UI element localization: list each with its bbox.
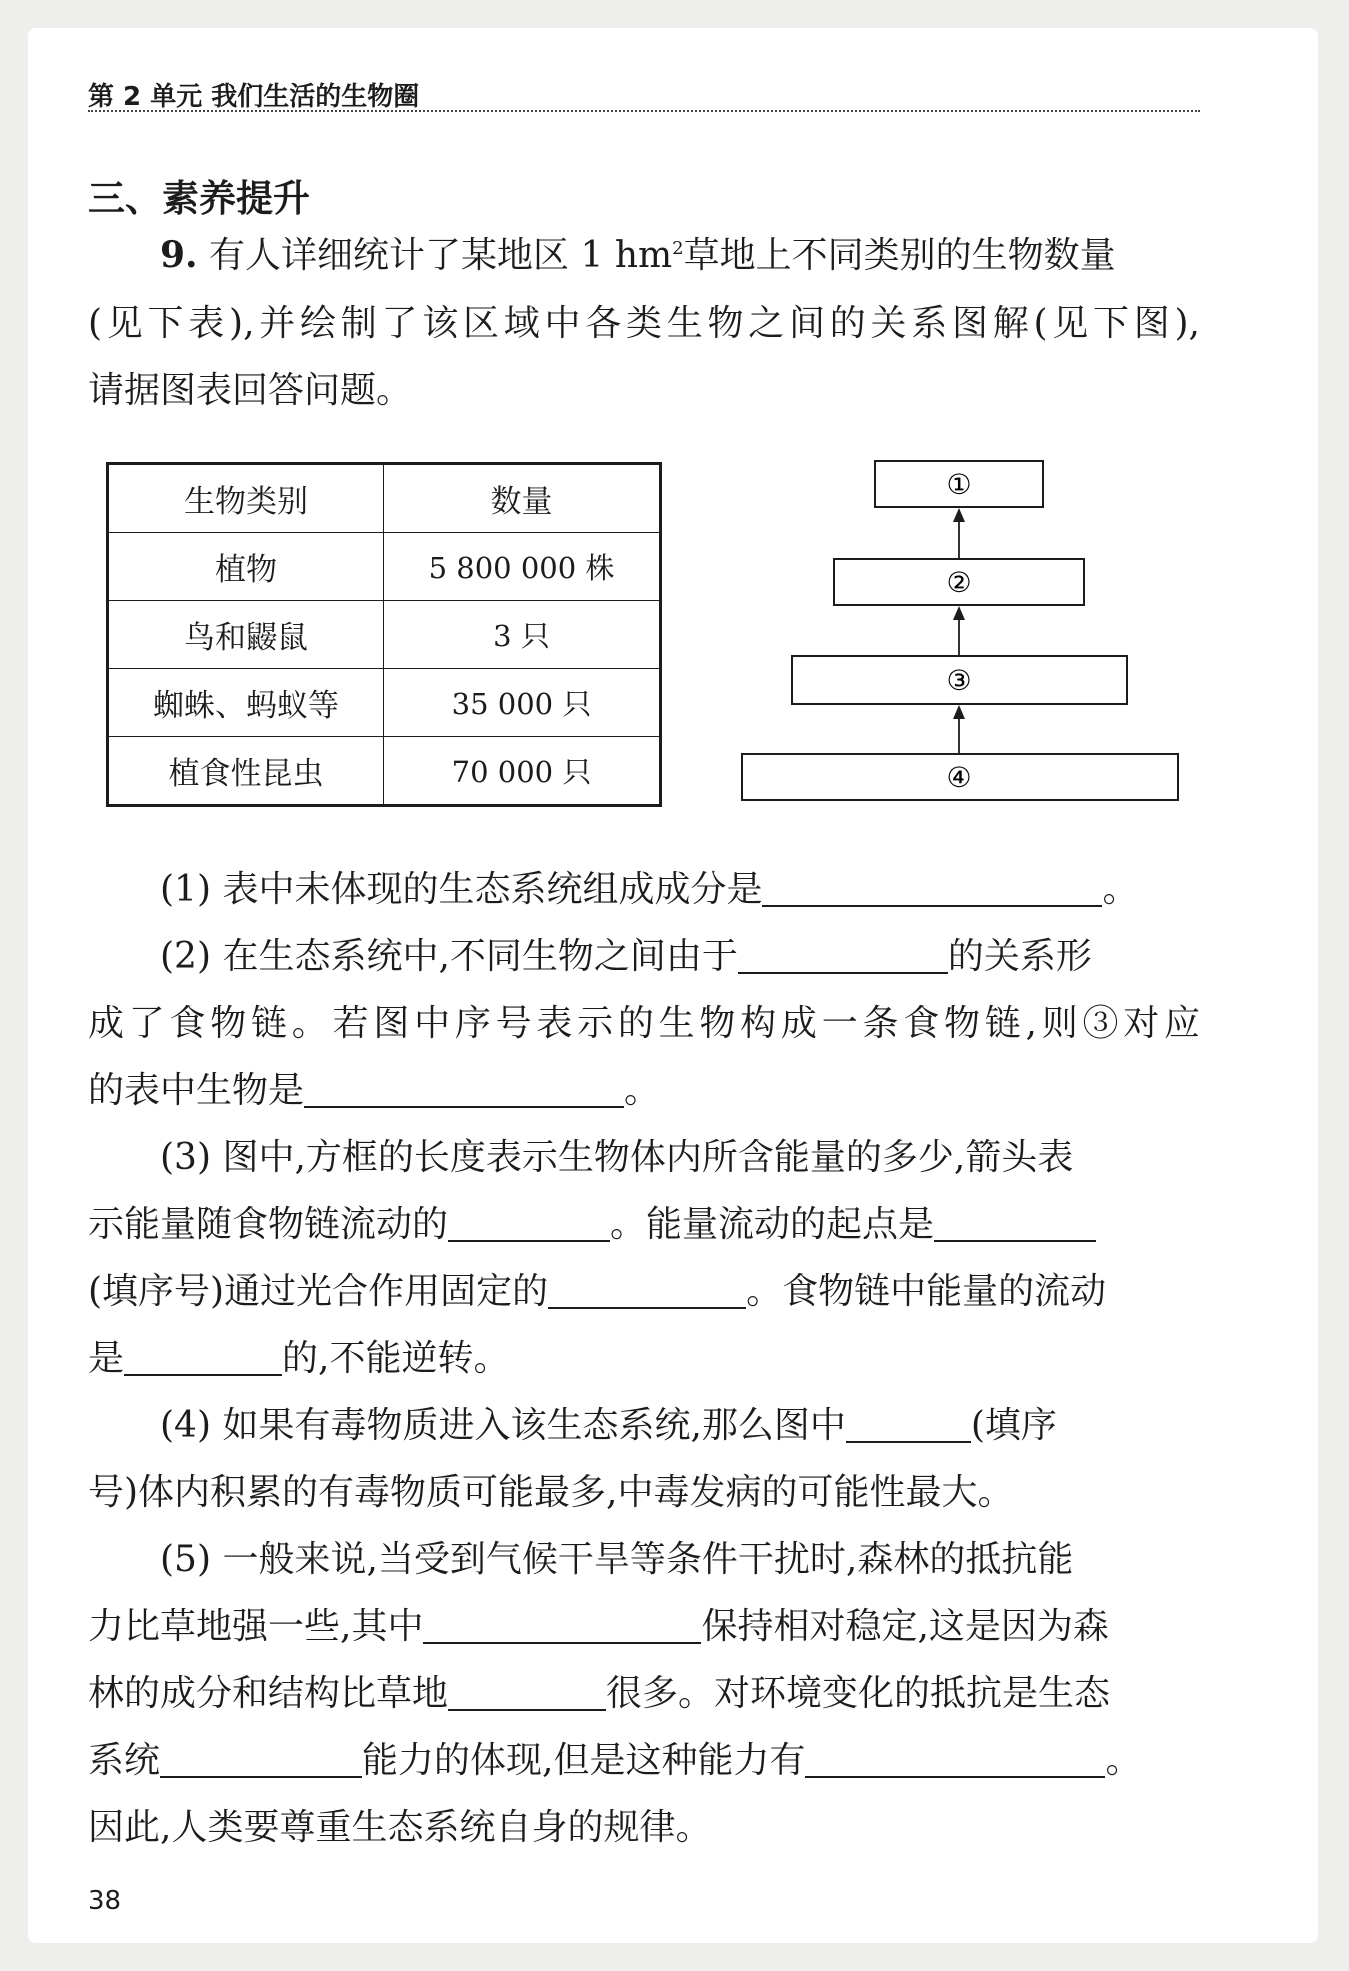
table-cell-category: 植物 (108, 533, 384, 601)
answer-blank[interactable] (304, 1072, 624, 1108)
answer-blank[interactable] (124, 1340, 282, 1376)
table-cell-category: 鸟和鼹鼠 (108, 601, 384, 669)
table-cell-count: 3 只 (384, 601, 661, 669)
answer-blank[interactable] (846, 1407, 971, 1443)
answer-blank[interactable] (423, 1608, 701, 1644)
sub-question-4-line-1: (4) 如果有毒物质进入该生态系统,那么图中 (填序 (160, 1405, 1057, 1446)
table-row (108, 669, 661, 737)
table-header-row (108, 464, 661, 533)
header-divider (88, 110, 1200, 112)
table-cell-category: 植食性昆虫 (108, 737, 384, 806)
sub-question-3-line-2: 示能量随食物链流动的 。能量流动的起点是 (88, 1203, 1200, 1247)
sub-question-5-line-5: 因此,人类要尊重生态系统自身的规律。 (88, 1807, 712, 1848)
sub-question-3-line-1: (3) 图中,方框的长度表示生物体内所含能量的多少,箭头表 (160, 1137, 1074, 1178)
level-3-label: ③ (946, 664, 972, 697)
answer-blank[interactable] (160, 1742, 362, 1778)
sub-question-5-line-2: 力比草地强一些,其中 保持相对稳定,这是因为森 (88, 1606, 1109, 1647)
table-header-category: 生物类别 (108, 464, 384, 533)
level-1-label: ① (946, 468, 972, 501)
answer-blank[interactable] (548, 1273, 746, 1309)
page-number: 38 (88, 1886, 122, 1916)
organism-count-table (106, 462, 662, 807)
question-intro-line-2: (见下表),并绘制了该区域中各类生物之间的关系图解(见下图), (88, 303, 1200, 344)
table-cell-count: 35 000 只 (384, 669, 661, 737)
table-row (108, 737, 661, 806)
sub-question-5-line-4: 系统 能力的体现,但是这种能力有 。 (88, 1740, 1142, 1781)
table-cell-count: 5 800 000 株 (384, 533, 661, 601)
table-row (108, 601, 661, 669)
table-cell-category: 蜘蛛、蚂蚁等 (108, 669, 384, 737)
answer-blank[interactable] (448, 1206, 610, 1242)
table-header-count: 数量 (384, 464, 661, 533)
sub-question-5-line-1: (5) 一般来说,当受到气候干旱等条件干扰时,森林的抵抗能 (160, 1539, 1074, 1580)
sub-question-5-line-3: 林的成分和结构比草地 很多。对环境变化的抵抗是生态 (88, 1673, 1111, 1714)
sub-question-3-line-4: 是 的,不能逆转。 (88, 1338, 510, 1379)
answer-blank[interactable] (738, 938, 948, 974)
sub-question-1: (1) 表中未体现的生态系统组成成分是 。 (160, 869, 1139, 910)
question-number: 9. (160, 234, 198, 276)
answer-blank[interactable] (934, 1206, 1096, 1242)
arrowhead-icon (953, 508, 965, 522)
answer-blank[interactable] (762, 871, 1102, 907)
sub-question-2-line-2: 成了食物链。若图中序号表示的生物构成一条食物链,则③对应 (88, 1003, 1200, 1044)
sub-question-2-line-3: 的表中生物是 。 (88, 1070, 661, 1111)
arrowhead-icon (953, 705, 965, 719)
section-title: 三、素养提升 (88, 177, 310, 220)
table-row (108, 533, 661, 601)
unit-header: 第 2 单元 我们生活的生物圈 (88, 82, 420, 112)
sub-question-3-line-3: (填序号)通过光合作用固定的 。食物链中能量的流动 (88, 1271, 1107, 1312)
answer-blank[interactable] (805, 1742, 1105, 1778)
sub-question-4-line-2: 号)体内积累的有毒物质可能最多,中毒发病的可能性最大。 (88, 1472, 1014, 1513)
energy-pyramid-diagram (730, 450, 1190, 810)
table-cell-count: 70 000 只 (384, 737, 661, 806)
answer-blank[interactable] (448, 1675, 606, 1711)
level-4-label: ④ (946, 761, 972, 794)
question-intro-line-3: 请据图表回答问题。 (88, 370, 413, 411)
question-intro-line-1: 9. 有人详细统计了某地区 1 $hm^2$草地上不同类别的生物数量 (160, 234, 1116, 276)
arrowhead-icon (953, 606, 965, 620)
level-2-label: ② (946, 566, 972, 599)
sub-question-2-line-1: (2) 在生态系统中,不同生物之间由于 的关系形 (160, 936, 1092, 977)
